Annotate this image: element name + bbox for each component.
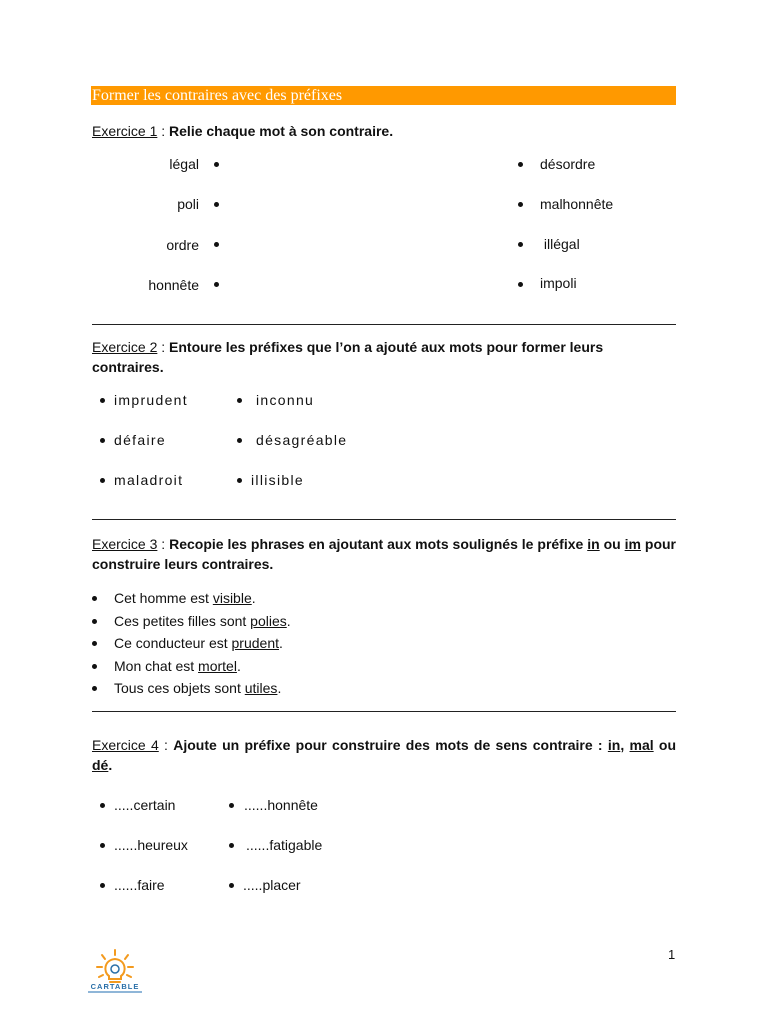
- sentence-text: Tous ces objets sont: [114, 680, 245, 696]
- bullet-icon: [100, 843, 105, 848]
- bullet-icon: [100, 803, 105, 808]
- list-item: [92, 589, 652, 612]
- ex1-sep: :: [157, 123, 170, 139]
- ex1-right-word: impoli: [540, 275, 577, 291]
- sentence-end: .: [236, 657, 241, 674]
- ex2-word: inconnu: [256, 392, 315, 408]
- bullet-icon: [229, 803, 234, 808]
- ex4-word: ......faire: [114, 877, 165, 893]
- ex3-instruction-part: pour construire leurs contraires.: [92, 536, 676, 572]
- ex4-word: .....placer: [243, 877, 301, 893]
- sentence-end: .: [286, 612, 291, 629]
- page-title: Former les contraires avec des préfixes: [92, 87, 343, 104]
- underlined-word: mortel: [198, 657, 237, 674]
- ex1-right-word: illégal: [540, 236, 580, 252]
- bullet-icon: [518, 202, 523, 207]
- logo-underline: [88, 991, 142, 993]
- bullet-icon: [100, 883, 105, 888]
- ex2-word: imprudent: [114, 392, 188, 408]
- bullet-icon: [92, 596, 97, 601]
- ex2-instruction: Entoure les préfixes que l’on a ajouté aux mots pour former leurs contraires.: [92, 339, 604, 375]
- logo-text: CARTABLE: [90, 982, 140, 991]
- ex2-word: défaire: [114, 432, 166, 448]
- prefix-de: dé: [92, 757, 109, 773]
- bullet-icon: [92, 686, 97, 691]
- underlined-word: polies: [250, 612, 287, 629]
- bullet-icon: [237, 398, 242, 403]
- ex4-word: ......fatigable: [246, 837, 323, 853]
- ex2-word: illisible: [251, 472, 304, 488]
- ex4-instruction-part: ou: [653, 737, 677, 753]
- ex3-instruction-part: ou: [599, 536, 625, 552]
- bullet-icon: [518, 162, 523, 167]
- ex2-label: Exercice 2: [92, 339, 158, 355]
- ex4-label: Exercice 4: [92, 737, 159, 753]
- bullet-icon: [214, 202, 219, 207]
- underlined-word: visible: [212, 590, 252, 606]
- ex1-instruction: Relie chaque mot à son contraire.: [169, 123, 394, 139]
- sentence-text: Mon chat est: [114, 657, 199, 674]
- bullet-icon: [92, 619, 97, 624]
- ex2-heading: [92, 337, 676, 377]
- ex3-instruction: [92, 536, 676, 572]
- ex3-heading: [92, 534, 676, 574]
- bullet-icon: [518, 242, 523, 247]
- divider: [92, 711, 676, 712]
- bullet-icon: [214, 282, 219, 287]
- bullet-icon: [100, 398, 105, 403]
- ex4-instruction-part: ,: [620, 737, 630, 753]
- ex4-word: .....certain: [114, 797, 176, 813]
- sentence-text: Ce conducteur est: [114, 635, 232, 651]
- ex3-label: Exercice 3: [92, 536, 158, 552]
- ex2-word: désagréable: [256, 432, 348, 448]
- prefix-mal: mal: [629, 737, 654, 753]
- ex1-heading: [92, 121, 676, 141]
- title-bar: [91, 86, 676, 105]
- ex1-right-word: malhonnête: [540, 196, 614, 212]
- bullet-icon: [92, 641, 97, 646]
- ex3-list: [92, 589, 652, 702]
- ex1-left-word: honnête: [148, 277, 199, 293]
- ex2-sep: :: [157, 339, 170, 355]
- list-item: [92, 679, 652, 702]
- ex3-instruction-part: Recopie les phrases en ajoutant aux mots soulignés le préfixe: [169, 536, 588, 552]
- ex4-word: ......honnête: [244, 797, 318, 813]
- divider: [92, 519, 676, 520]
- list-item: [92, 657, 652, 680]
- prefix-in: in: [587, 536, 600, 552]
- ex4-instruction-part: Ajoute un préfixe pour construire des mots de sens contraire :: [173, 737, 608, 753]
- ex3-sep: :: [157, 536, 170, 552]
- sentence-end: .: [277, 680, 282, 696]
- underlined-word: utiles: [244, 680, 278, 696]
- sentence-text: Ces petites filles sont: [114, 612, 251, 629]
- list-item: [92, 612, 652, 635]
- page-number: 1: [668, 947, 676, 962]
- bullet-icon: [214, 242, 219, 247]
- ex4-sep: :: [158, 737, 174, 753]
- bullet-icon: [214, 162, 219, 167]
- prefix-im: im: [624, 536, 641, 552]
- ex4-instruction: [92, 737, 676, 773]
- ex1-right-word: désordre: [540, 156, 596, 172]
- bullet-icon: [229, 883, 234, 888]
- ex1-left-word: ordre: [166, 237, 199, 253]
- bullet-icon: [100, 438, 105, 443]
- underlined-word: prudent: [231, 635, 279, 651]
- bullet-icon: [518, 282, 523, 287]
- ex1-label: Exercice 1: [92, 123, 158, 139]
- sentence-end: .: [251, 590, 256, 606]
- divider: [92, 324, 676, 325]
- sentence-text: Cet homme est: [114, 590, 213, 606]
- ex1-left-word: poli: [177, 196, 199, 212]
- ex4-instruction-part: .: [108, 757, 113, 773]
- sentence-end: .: [279, 635, 283, 651]
- bullet-icon: [92, 664, 97, 669]
- prefix-in: in: [607, 737, 621, 753]
- ex1-left-word: légal: [169, 156, 199, 172]
- ex2-word: maladroit: [114, 472, 184, 488]
- ex4-heading: [92, 735, 676, 775]
- bullet-icon: [229, 843, 234, 848]
- bullet-icon: [100, 478, 105, 483]
- ex4-word: ......heureux: [114, 837, 188, 853]
- bullet-icon: [237, 478, 242, 483]
- bullet-icon: [237, 438, 242, 443]
- list-item: [92, 634, 652, 657]
